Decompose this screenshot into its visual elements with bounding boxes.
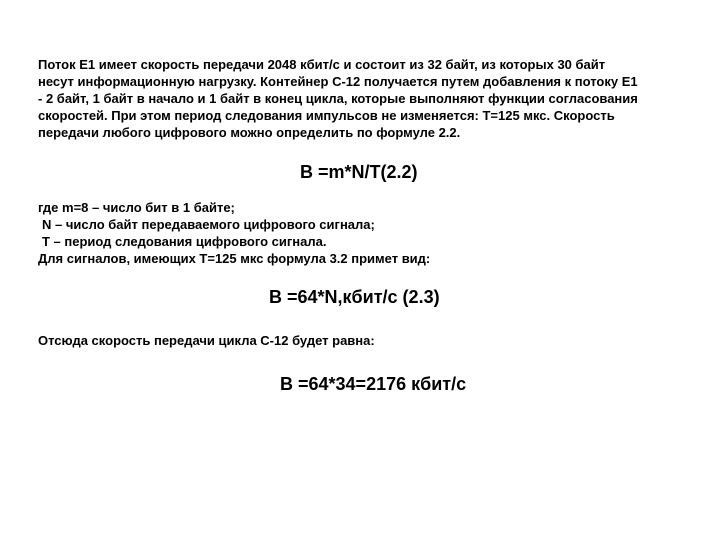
definition-t: T – период следования цифрового сигнала.: [42, 234, 327, 249]
formula-2-2: В =m*N/T(2.2): [300, 162, 418, 182]
definition-n: N – число байт передаваемого цифрового сигнала;: [42, 217, 375, 232]
intro-line: Поток Е1 имеет скорость передачи 2048 кбит/с и состоит из 32 байт, из которых 30 байт: [38, 57, 606, 72]
formula-result: В =64*34=2176 кбит/с: [280, 374, 467, 394]
intro-line: передачи любого цифрового можно определить по формуле 2.2.: [38, 125, 461, 140]
intro-paragraph: [38, 56, 698, 141]
conclusion-text: Отсюда скорость передачи цикла С-12 будет равна:: [38, 333, 375, 348]
intro-line: - 2 байт, 1 байт в начало и 1 байт в конец цикла, которые выполняют функции согласования: [38, 91, 638, 106]
definition-m: где m=8 – число бит в 1 байте;: [38, 200, 235, 215]
intro-line: несут информационную нагрузку. Контейнер С-12 получается путем добавления к потоку Е1: [38, 74, 638, 89]
formula-2-3: В =64*N,кбит/с (2.3): [269, 287, 440, 307]
formula-note: Для сигналов, имеющих Т=125 мкс формула 3.2 примет вид:: [38, 251, 431, 266]
intro-line: скоростей. При этом период следования импульсов не изменяется: Т=125 мкс. Скорость: [38, 108, 615, 123]
definitions-block: [38, 199, 430, 267]
